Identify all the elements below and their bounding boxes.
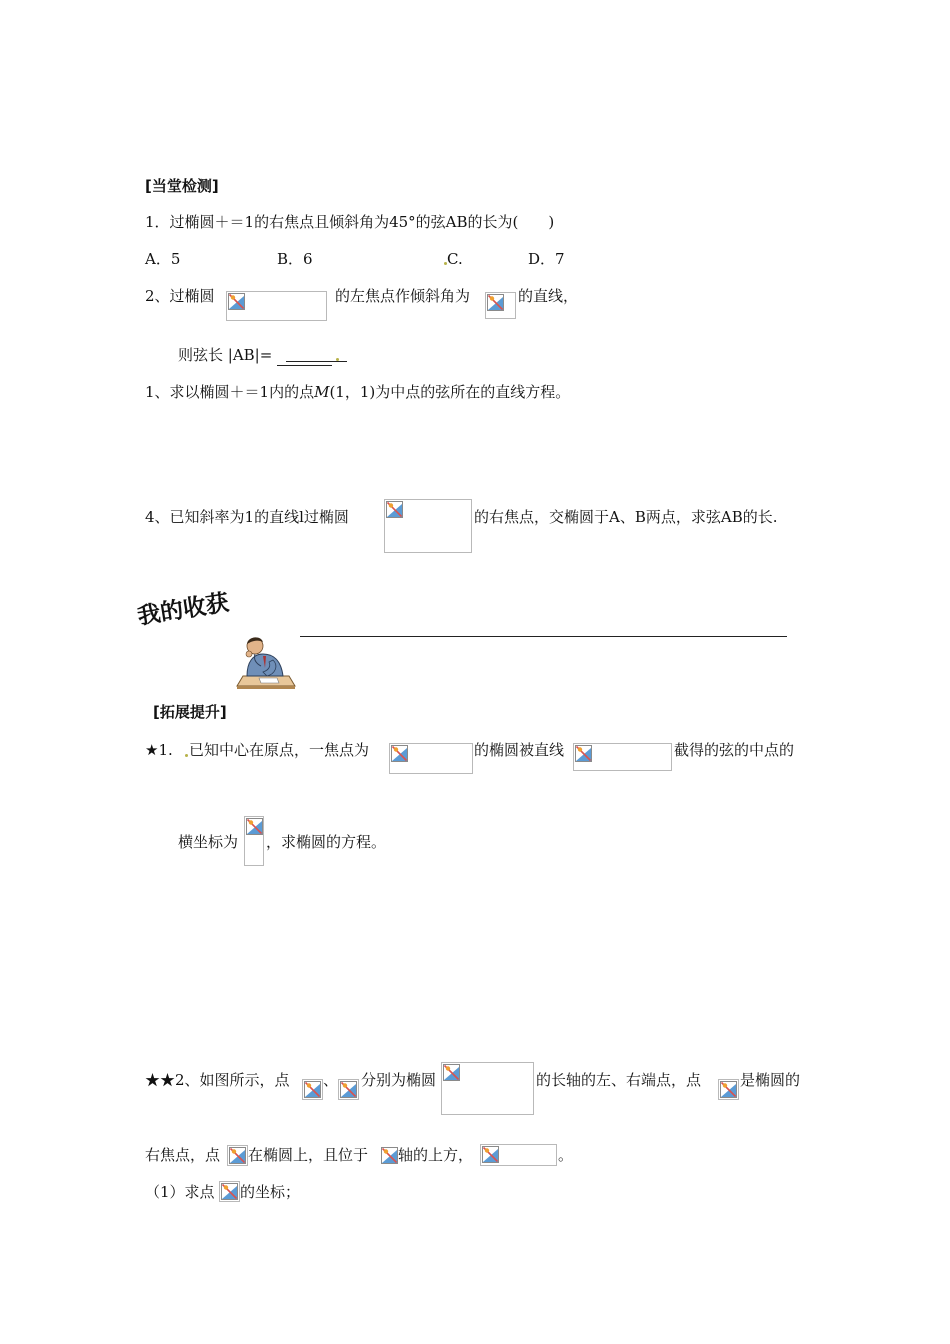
question-3-text <box>145 382 570 402</box>
broken-image-icon <box>386 501 403 518</box>
equation-image-point-f <box>718 1079 739 1100</box>
extend-q1-part2: 的椭圆被直线 <box>474 741 565 759</box>
broken-image-icon <box>487 294 504 311</box>
equation-image-ellipse-2 <box>384 499 472 553</box>
broken-image-icon <box>340 1081 357 1098</box>
thinking-man-clipart <box>233 632 299 690</box>
section-heading-extend: [拓展提升] <box>153 703 227 721</box>
broken-image-icon <box>381 1147 398 1164</box>
equation-image-x-axis <box>381 1147 398 1164</box>
equation-image-point-p-2 <box>219 1181 240 1202</box>
extend-q2-part3: 的长轴的左、右端点，点 <box>536 1071 702 1089</box>
question-1-option-b: B．6 <box>277 250 313 268</box>
question-1-option-c: C. <box>447 250 463 268</box>
extend-q2-line2-part3: 轴的上方， <box>398 1146 474 1164</box>
broken-image-icon <box>482 1146 499 1163</box>
equation-image-abscissa <box>244 816 264 866</box>
equation-image-point-a <box>302 1079 323 1100</box>
broken-image-icon <box>229 1147 246 1164</box>
extend-q2-part2: 分别为椭圆 <box>361 1071 437 1089</box>
question-2-part3: 的直线， <box>518 287 579 305</box>
extend-q2-sub1-part1: （1）求点 <box>145 1183 215 1201</box>
extend-q1-line2-part2: ，求椭圆的方程。 <box>266 833 387 851</box>
equation-image-line <box>573 743 672 771</box>
question-1-text: 1．过椭圆＋＝1的右焦点且倾斜角为45°的弦AB的长为( ) <box>145 213 555 231</box>
equation-image-focus <box>389 743 473 774</box>
equation-image-angle <box>485 292 516 319</box>
equation-image-point-b <box>338 1079 359 1100</box>
broken-image-icon <box>228 293 245 310</box>
equation-image-ellipse <box>226 291 327 321</box>
equation-image-condition <box>480 1144 557 1166</box>
question-2-part2: 的左焦点作倾斜角为 <box>335 287 471 305</box>
broken-image-icon <box>391 745 408 762</box>
section-heading-check: [当堂检测] <box>145 177 219 195</box>
question-2-chord-line <box>178 345 332 366</box>
extend-q2-sep: 、 <box>323 1071 339 1089</box>
question-3-part2: (1，1)为中点的弦所在的直线方程。 <box>329 383 571 401</box>
broken-image-icon <box>575 745 592 762</box>
extend-q2-sub1-part2: 的坐标； <box>240 1183 301 1201</box>
point-m: M <box>314 383 330 401</box>
extend-q1-part1: 已知中心在原点，一焦点为 <box>189 741 370 759</box>
extend-q1-part3: 截得的弦的中点的 <box>674 741 795 759</box>
chord-length-label: 则弦长 |AB|= <box>178 346 278 364</box>
extend-q2-line2-part4: 。 <box>558 1146 574 1164</box>
broken-image-icon <box>221 1183 238 1200</box>
broken-image-icon <box>304 1081 321 1098</box>
answer-blank-underline <box>286 361 347 362</box>
harvest-line <box>300 636 787 637</box>
broken-image-icon <box>443 1064 460 1081</box>
anchor-marker <box>185 754 188 757</box>
broken-image-icon <box>246 818 263 835</box>
extend-q2-line2-part2: 在椭圆上，且位于 <box>248 1146 369 1164</box>
question-2-part1: 2、过椭圆 <box>145 287 215 305</box>
extend-q2-line2-part1: 右焦点，点 <box>145 1146 221 1164</box>
question-3-part1: 1、求以椭圆＋＝1内的点 <box>145 383 315 401</box>
question-1-option-a: A．5 <box>145 250 181 268</box>
answer-blank: ______ <box>277 345 332 366</box>
question-1-option-d: D．7 <box>528 250 565 268</box>
equation-image-point-p <box>227 1145 248 1166</box>
equation-image-ellipse-3 <box>441 1062 534 1115</box>
extend-q2-part4: 是椭圆的 <box>740 1071 801 1089</box>
question-4-part2: 的右焦点，交椭圆于A、B两点，求弦AB的长. <box>474 508 778 526</box>
question-4-part1: 4、已知斜率为1的直线l过椭圆 <box>145 508 349 526</box>
extend-q1-star: ★1. <box>145 741 173 759</box>
broken-image-icon <box>720 1081 737 1098</box>
harvest-title: 我的收获 <box>135 589 231 631</box>
extend-q2-part1: ★★2、如图所示，点 <box>145 1071 290 1089</box>
extend-q1-line2-part1: 横坐标为 <box>178 833 239 851</box>
